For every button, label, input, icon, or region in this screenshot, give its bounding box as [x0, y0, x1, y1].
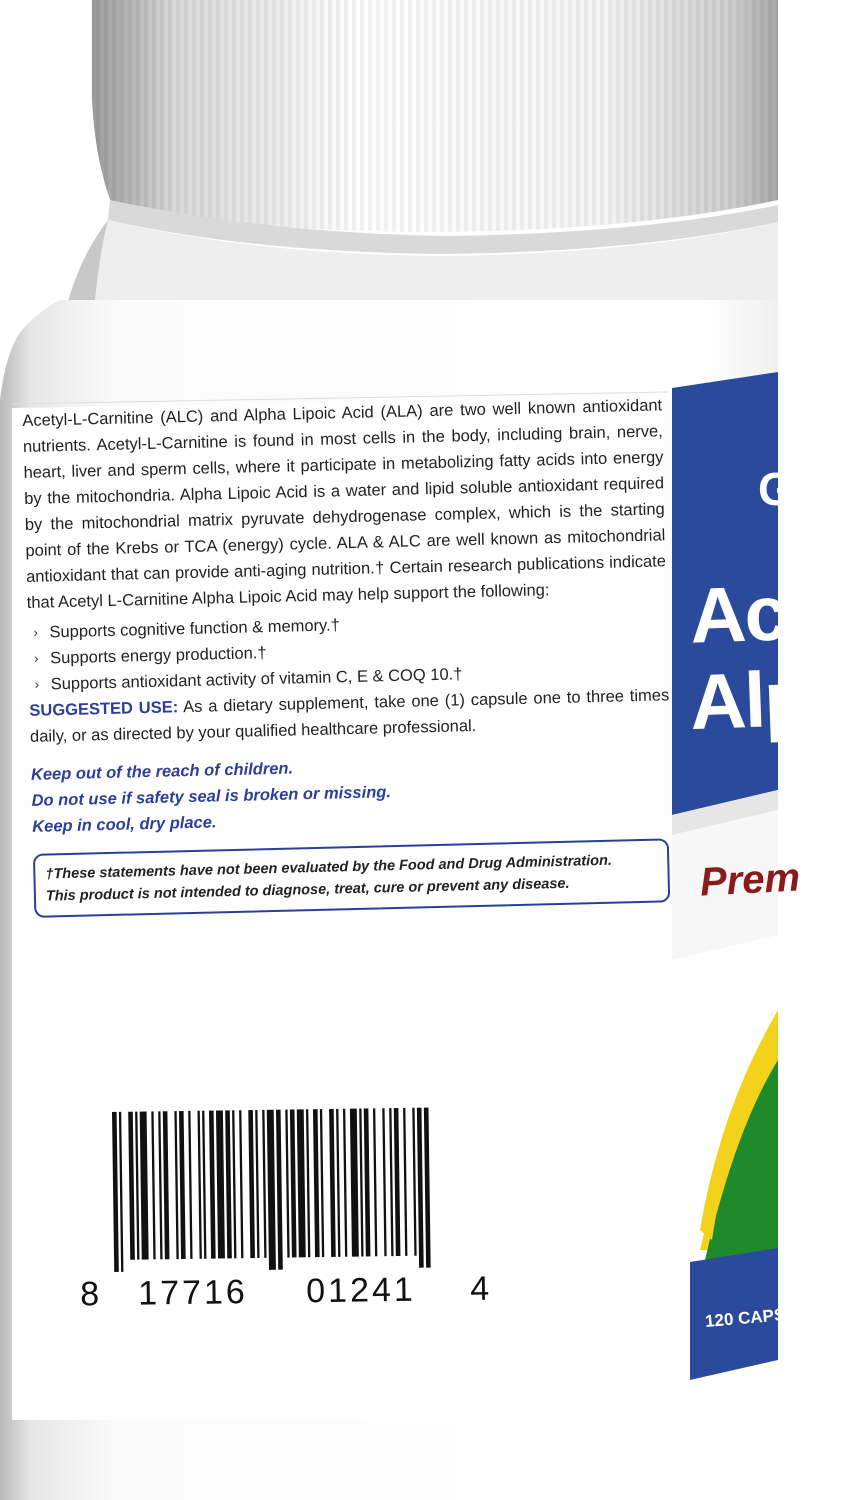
chevron-right-icon: › [33, 624, 39, 640]
barcode-bar [389, 1108, 393, 1256]
front-label [672, 372, 778, 1500]
barcode-bar [336, 1109, 340, 1257]
benefit-item: › Supports energy production.† [34, 630, 668, 671]
warnings [31, 746, 673, 840]
front-subtitle: Prem [698, 855, 802, 905]
barcode-bar [297, 1109, 306, 1257]
barcode-bar [112, 1112, 119, 1272]
barcode-bar [225, 1110, 232, 1258]
barcode-bar [313, 1109, 320, 1257]
barcode-bar [350, 1109, 359, 1257]
barcode-bar [306, 1109, 310, 1257]
suggested-use-text: As a dietary supplement, take one (1) capsule one to three times daily, or as directed by your qualified healthcare professional. [29, 686, 670, 746]
barcode-bar [255, 1110, 259, 1258]
benefit-item: › Supports antioxidant activity of vitamin C, E & COQ 10.† [34, 656, 668, 697]
barcode-group-left: 17716 [137, 1273, 249, 1313]
barcode-group-right: 01241 [305, 1270, 417, 1311]
barcode-bar [403, 1108, 407, 1256]
barcode-bar [320, 1109, 324, 1257]
barcode-bar [119, 1112, 124, 1272]
barcode-bar [128, 1112, 135, 1260]
warning-line: Do not use if safety seal is broken or missing. [31, 783, 392, 810]
barcode-bar [158, 1111, 162, 1259]
barcode-bar [364, 1108, 371, 1256]
barcode-bar [140, 1112, 149, 1260]
barcode-bar [382, 1108, 386, 1256]
barcode-bar [412, 1108, 416, 1256]
front-count-label: 120 CAPSU [704, 1304, 799, 1332]
barcode-bar [188, 1111, 192, 1259]
barcode-bar [285, 1110, 289, 1258]
front-title-line2: Alp [688, 653, 812, 747]
barcode-bar [163, 1111, 170, 1259]
front-title-line1: Acet [688, 566, 853, 660]
fda-disclaimer-box [33, 838, 670, 918]
barcode-digit-first: 8 [80, 1275, 103, 1314]
warning-line: Keep in cool, dry place. [32, 813, 217, 836]
barcode-bar [394, 1108, 401, 1256]
barcode-bar [276, 1110, 283, 1270]
benefits-list [33, 604, 669, 697]
intro-paragraph: Acetyl-L-Carnitine (ALC) and Alpha Lipoic Acid (ALA) are two well known antioxidant nutrients. Acetyl-L-Carnitine is found in most cells in the body, including brain, nerve, heart, liver and sperm cells, where it participate in metabolizing fatty acids into energy by the mitochondria. Alpha Lipoic Acid is a water and lipid soluble antioxidant required by the mitochondrial matrix pyruvate dehydrogenase complex, which is the starting point of the Krebs or TCA (energy) cycle. ALA & ALC are well known as mitochondrial antioxidant that can provide anti-aging nutrition.† Certain research publications indicate that Acetyl L-Carnitine Alpha Lipoic Acid may help support the following: [22, 396, 667, 612]
back-label-text [22, 396, 670, 918]
barcode-bar [262, 1110, 266, 1258]
chevron-right-icon: › [33, 650, 39, 666]
chevron-right-icon: › [34, 676, 40, 692]
barcode-bar [290, 1109, 297, 1257]
suggested-use-heading: SUGGESTED USE: [29, 698, 179, 720]
barcode-bar [267, 1110, 276, 1270]
barcode-bar [135, 1112, 139, 1260]
barcode-bar [197, 1111, 201, 1259]
barcode-bar [151, 1111, 155, 1259]
barcode-bar [209, 1111, 216, 1259]
barcode-bar [174, 1111, 178, 1259]
barcode-bar [202, 1111, 206, 1259]
barcode-bar [248, 1110, 255, 1258]
barcode-bar [417, 1108, 424, 1268]
barcode-bar [343, 1109, 347, 1257]
disclaimer-line: †These statements have not been evaluated by the Food and Drug Administration. [45, 852, 613, 883]
label-content [22, 392, 674, 917]
benefit-item: › Supports cognitive function & memory.† [33, 604, 667, 645]
barcode-bar [216, 1110, 225, 1258]
barcode-bar [239, 1110, 243, 1258]
barcode-bar [373, 1108, 377, 1256]
barcode-bar [179, 1111, 186, 1259]
front-logo-fragment: G [758, 463, 794, 515]
barcode-bar [424, 1108, 431, 1268]
disclaimer-line: This product is not intended to diagnose, treat, cure or prevent any disease. [45, 875, 570, 905]
barcode-digit-last: 4 [469, 1269, 493, 1308]
barcode-bar [359, 1109, 363, 1257]
barcode-bar [232, 1110, 236, 1258]
barcode-bar [329, 1109, 336, 1257]
warning-line: Keep out of the reach of children. [30, 759, 294, 784]
barcode [112, 1106, 534, 1272]
